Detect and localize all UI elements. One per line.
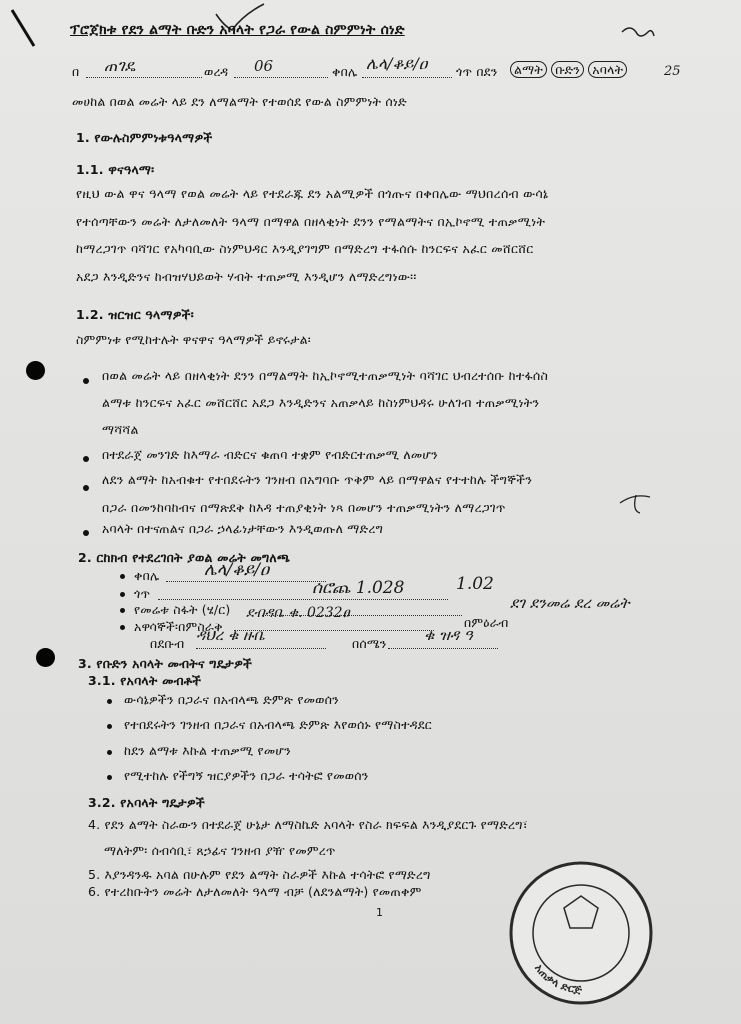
west-label: በምዕራብ	[464, 615, 509, 630]
bullet-icon	[120, 608, 125, 613]
handwritten-scribble-icon	[616, 487, 656, 517]
bullet-icon	[107, 750, 112, 755]
punch-hole	[26, 361, 45, 380]
section4-line: ማለትም፡ ሰብሳቢ፣ ጸኃፊና ገንዘብ ያዥ የመምረጥ	[104, 843, 336, 858]
south-label: በደቡብ	[150, 636, 185, 651]
south-value: ዳህረ ቁ ዙቤ	[196, 626, 265, 644]
paragraph-line: ከማረጋገጥ ባሻገር የአካባቢው ስነምህዳር እንዲያገግም በማድረግ ተፋሰሱ ከንርፍና አፈር መሸርሸር	[76, 241, 534, 256]
north-value: ቁ ዝዳ ዓ	[424, 626, 473, 644]
land-got-label: ጎጥ	[134, 586, 151, 601]
paragraph-line: አደጋ እንዲድንና ከብዝሃህይወት ሃብት ተጠቃሚ እንዲሆን ለማድረግነው፡፡	[76, 268, 417, 284]
land-kebele-label: ቀበሌ	[134, 568, 160, 583]
header-prefix: በ	[72, 64, 80, 79]
section12-heading: 1.2. ዝርዝር ዓላማዎች፡	[76, 307, 194, 322]
header-subtitle: መሀከል በወል መሬት ላይ ደን ለማልማት የተወሰደ የውል ስምምነት ሰነድ	[72, 94, 407, 109]
section1-heading: 1. የውሉስምምነቱዓላማዎች	[76, 130, 213, 145]
section31-heading: 3.1. የአባላት መብቶች	[88, 673, 202, 688]
bullet-icon	[107, 775, 112, 780]
bullet-icon	[107, 699, 112, 704]
land-got-value: ሰሮጨ 1.028	[312, 578, 405, 598]
paragraph-line: የተሰጣቸውን መሬት ለታለመለት ዓላማ በማዋል በዘላቂነት ደንን የማልማትና በኢኮኖሚ ተጠቃሚነት	[76, 213, 546, 229]
bullet-icon	[120, 625, 125, 630]
stamp-text: አጠቃላ ድርጅ	[532, 961, 583, 997]
bullet-icon	[107, 724, 112, 729]
right-item: የተበደሩትን ገንዘብ በጋራና በአብላጫ ድምጽ እየወሰኑ የማስተዳደር	[124, 717, 432, 732]
north-label: በሰሜን	[352, 636, 387, 651]
area-handwritten-value: ደብዳቤ ቁ. 0232ፀ	[246, 605, 350, 621]
land-kebele-value: ሌላ/ቆይ/ዐ	[204, 560, 270, 580]
document-title: ፕሮጀክቱ የደን ልማት ቡድን አባላት የጋራ የውል ስምምነት ሰነድ	[70, 22, 405, 38]
land-got-extra: 1.02	[456, 574, 494, 594]
margin-number: 25	[664, 64, 681, 79]
land-area-label: የመሬቱ ስፋት (ሄ/ር)	[134, 602, 231, 617]
paragraph-line: የዚህ ውል ዋና ዓላማ የወል መሬት ላይ የተደራጁ ደን አልሚዎች በጎጡና በቀበሌው ማህበረሰብ ውሳኔ	[76, 186, 549, 201]
punch-hole	[36, 648, 55, 667]
bullet-icon	[83, 485, 89, 491]
got-suffix: ጎጥ በደን	[456, 64, 498, 79]
boundary-label: አዋሳኞች፡በምስራቅ	[134, 619, 223, 634]
bullet-icon	[120, 574, 125, 579]
section11-paragraph	[76, 180, 548, 290]
official-stamp	[506, 858, 656, 1008]
right-item: ውሳኔዎችን በጋራና በአብላጫ ድምጽ የመወሰን	[124, 692, 339, 707]
kebele-handwritten-value: ሌላ/ቆይ/ዐ	[366, 54, 428, 73]
bullet-icon	[83, 378, 89, 384]
woreda-handwritten-value: 06	[254, 57, 274, 75]
bullet-icon	[83, 456, 89, 462]
bullet-icon	[83, 530, 89, 536]
circled-word-members: አባላት	[588, 61, 627, 78]
woreda-label: ወረዳ	[204, 64, 229, 79]
right-item: የሚተከሉ የችግኝ ዝርያዎችን በጋራ ተሳትፎ የመወሰን	[124, 768, 369, 783]
section4-line: 4. የደን ልማት ስራውን በተደራጀ ሁኔታ ለማስኬድ አባላት የስራ ክፍፍል እንዲያደርጉ የማድረግ፣	[88, 817, 529, 832]
objective-item: በተደራጀ መንገድ ከእማራ ብድርና ቁጠባ ተቋም የብድርተጠቃሚ ለመሆን	[102, 447, 438, 462]
section3-heading: 3. የቡድን አባላት መብትና ግዴታዎች	[78, 656, 253, 671]
objective-item: በወል መሬት ላይ በዘላቂነት ደንን በማልማት ከኢኮኖሚተጠቃሚነት ባሻገር ህብረተሰቡ ከተፋሰስ ልማቱ ከንርፍና አፈር መሸርሸር አደጋ እንዲድንና አጠቃላይ ከስነምህዳሩ ሁለገብ ተጠቃሚነትን ማሻሻል	[102, 368, 549, 437]
section32-heading: 3.2. የአባላት ግዴታዎች	[88, 795, 205, 810]
objective-item: አባላት በተናጠልና በጋራ ኃላፊነታቸውን እንዲወጡለ ማድረግ	[102, 521, 384, 536]
section6-line: 6. የተረከቡትን መሬት ለታለመለት ዓላማ ብቻ (ለደንልማት) የመጠቀም	[88, 884, 422, 899]
objective-item: ለደን ልማት ከአብቁተ የተበደሩትን ገንዘብ በአግባቡ ጥቅም ላይ በማዋልና የተተከሉ ችግኞችን በጋራ በመንከባከብና በማጽደቅ ከእዳ ተጠያቂነት ነጻ በመሆን ተጠቃሚነትን ለማረጋገጥ	[102, 472, 533, 515]
zone-handwritten-value: ጠገዴ	[104, 56, 136, 75]
circled-word-development: ልማት	[510, 61, 547, 78]
section2-heading: 2. ርከክብ የተደረገበት ያወል መሬት መግለጫ	[78, 550, 291, 565]
section12-intro: ስምምነቱ የሚከተሉት ዋናዋና ዓላማዎች ይኖሩታል፡	[76, 332, 311, 347]
pen-mark-icon	[4, 4, 44, 54]
right-item: ከደን ልማቱ እኩል ተጠቃሚ የመሆን	[124, 743, 291, 758]
circled-word-group: ቡድን	[551, 61, 584, 78]
page-number: 1	[376, 906, 384, 919]
section11-heading: 1.1. ዋናዓላማ፡	[76, 162, 155, 177]
kebele-label: ቀበሌ	[332, 64, 358, 79]
handwritten-mark-icon	[618, 22, 658, 48]
west-value: ደገ ደንመሬ ደረ መሬት	[510, 594, 630, 612]
section5-line: 5. እያንዳንዱ አባል በሁሉም የደን ልማት ስራዎች እኩል ተሳትፎ የማድረግ	[88, 867, 431, 882]
bullet-icon	[120, 592, 125, 597]
